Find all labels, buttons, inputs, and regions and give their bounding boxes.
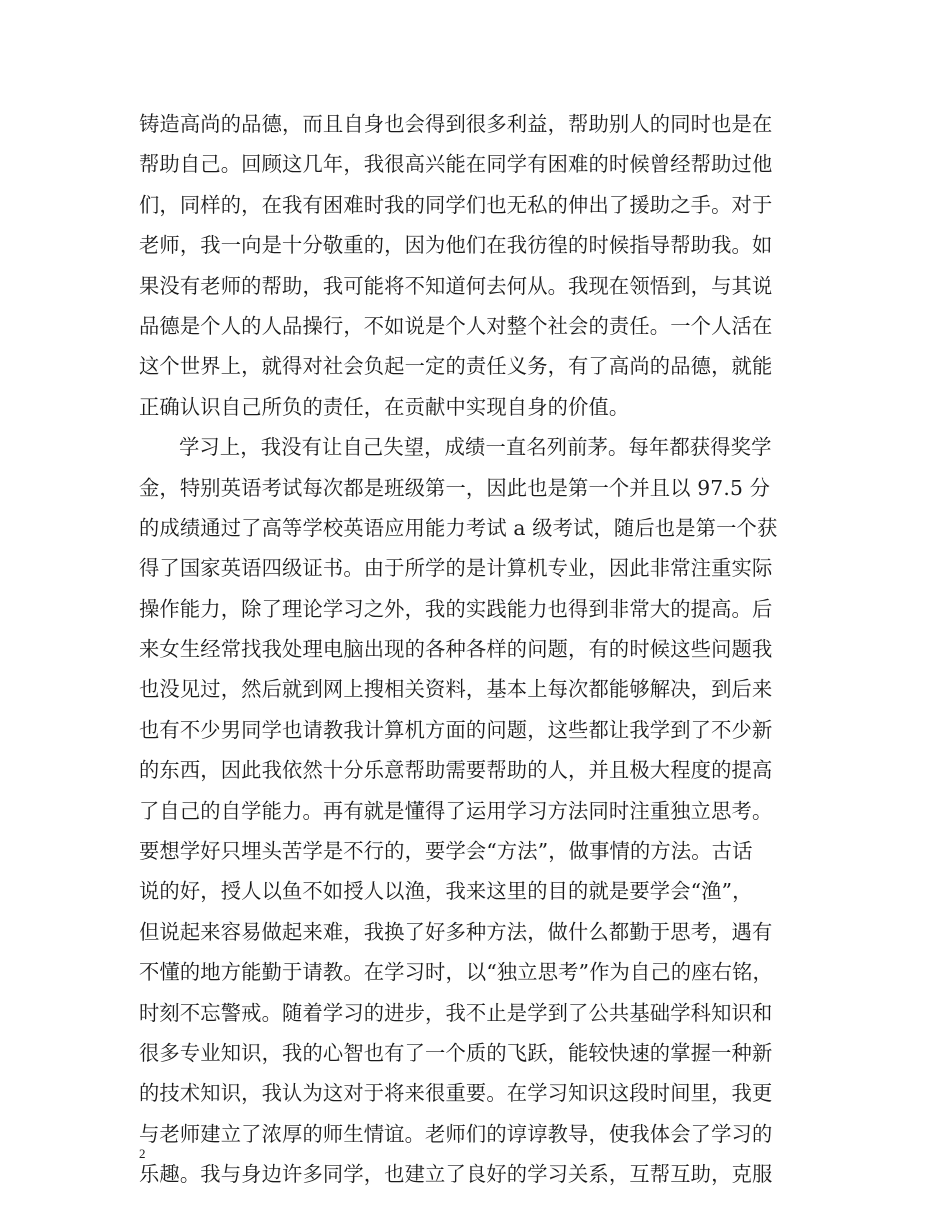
text-line: 帮助自己。回顾这几年，我很高兴能在同学有困难的时候曾经帮助过他 — [139, 152, 773, 177]
text-line: 也没见过，然后就到网上搜相关资料，基本上每次都能够解决，到后来 — [139, 677, 773, 702]
text-line: 果没有老师的帮助，我可能将不知道何去何从。我现在领悟到，与其说 — [139, 273, 773, 298]
text-line: 与老师建立了浓厚的师生情谊。老师们的谆谆教导，使我体会了学习的 — [139, 1121, 773, 1146]
body-text — [139, 104, 829, 1195]
text-line: 老师，我一向是十分敬重的，因为他们在我彷徨的时候指导帮助我。如 — [139, 233, 773, 258]
text-line: 说的好，授人以鱼不如授人以渔，我来这里的目的就是要学会“渔”， — [139, 879, 753, 904]
text-line: 正确认识自己所负的责任，在贡献中实现自身的价值。 — [139, 394, 630, 419]
text-line: 的技术知识，我认为这对于将来很重要。在学习知识这段时间里，我更 — [139, 1081, 773, 1106]
text-line: 不懂的地方能勤于请教。在学习时，以“独立思考”作为自己的座右铭， — [139, 960, 773, 985]
text-line: 的成绩通过了高等学校英语应用能力考试 a 级考试，随后也是第一个获 — [139, 515, 778, 540]
text-line: 们，同样的，在我有困难时我的同学们也无私的伸出了援助之手。对于 — [139, 192, 773, 217]
text-line: 也有不少男同学也请教我计算机方面的问题，这些都让我学到了不少新 — [139, 717, 773, 742]
page-number: 2 — [139, 1146, 146, 1161]
text-line: 品德是个人的人品操行，不如说是个人对整个社会的责任。一个人活在 — [139, 313, 773, 338]
text-line: 但说起来容易做起来难，我换了好多种方法，做什么都勤于思考，遇有 — [139, 919, 773, 944]
text-line: 要想学好只埋头苦学是不行的，要学会“方法”，做事情的方法。古话 — [139, 839, 753, 864]
text-line: 铸造高尚的品德，而且自身也会得到很多利益，帮助别人的同时也是在 — [139, 112, 773, 136]
paragraph-first-line: 学习上，我没有让自己失望，成绩一直名列前茅。每年都获得奖学 — [179, 435, 772, 460]
text-line: 操作能力，除了理论学习之外，我的实践能力也得到非常大的提高。后 — [139, 596, 773, 621]
text-line: 来女生经常找我处理电脑出现的各种各样的问题，有的时候这些问题我 — [139, 637, 773, 662]
text-line: 得了国家英语四级证书。由于所学的是计算机专业，因此非常注重实际 — [139, 556, 773, 581]
text-line: 这个世界上，就得对社会负起一定的责任义务，有了高尚的品德，就能 — [139, 354, 773, 379]
text-line: 金，特别英语考试每次都是班级第一，因此也是第一个并且以 97.5 分 — [139, 475, 771, 500]
text-line: 了自己的自学能力。再有就是懂得了运用学习方法同时注重独立思考。 — [139, 798, 773, 823]
text-line: 的东西，因此我依然十分乐意帮助需要帮助的人，并且极大程度的提高 — [139, 758, 773, 783]
text-line: 时刻不忘警戒。随着学习的进步，我不止是学到了公共基础学科知识和 — [139, 1000, 773, 1025]
text-line: 很多专业知识，我的心智也有了一个质的飞跃，能较快速的掌握一种新 — [139, 1040, 773, 1065]
text-line: 乐趣。我与身边许多同学，也建立了良好的学习关系，互帮互助，克服 — [139, 1162, 773, 1187]
